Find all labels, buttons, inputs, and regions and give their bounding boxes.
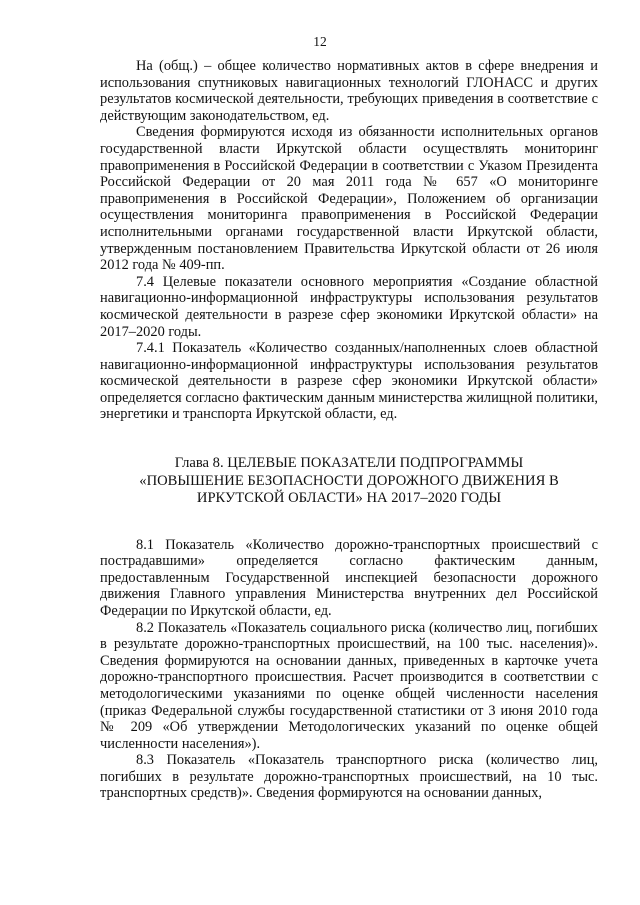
chapter-heading: [100, 455, 598, 508]
chapter-heading-line: Глава 8. ЦЕЛЕВЫЕ ПОКАЗАТЕЛИ ПОДПРОГРАММЫ: [174, 455, 524, 472]
paragraph-section-7-4-1: 7.4.1 Показатель «Количество созданных/наполненных слоев областной навигационно-информационной инфраструктуры использования результатов космической деятельности в разрезе сфер экономики Иркутской области» определяется согласно фактическим данным министерства жилищной политики, энергетики и транспорта Иркутской области, ед.: [100, 340, 598, 423]
paragraph-section-8-1: 8.1 Показатель «Количество дорожно-транспортных происшествий с пострадавшими» определяется согласно фактическим данным, предоставленным Государственной инспекцией безопасности дорожного движения Главного управления Министерства внутренних дел Российской Федерации по Иркутской области, ед.: [100, 536, 598, 619]
page-number: 12: [313, 34, 327, 49]
chapter-heading-line: ИРКУТСКОЙ ОБЛАСТИ» НА 2017–2020 ГОДЫ: [196, 490, 502, 507]
paragraph-section-8-3: 8.3 Показатель «Показатель транспортного риска (количество лиц, погибших в результате дорожно-транспортных происшествий, на 10 тыс. транспортных средств)». Сведения формируются на основании данных,: [100, 752, 598, 802]
paragraph-na-definition: На (общ.) – общее количество нормативных актов в сфере внедрения и использования спутниковых навигационных технологий ГЛОНАСС и других результатов космической деятельности, требующих приведения в соответствие с действующим законодательством, ед.: [100, 58, 598, 124]
paragraph-monitoring-sources: Сведения формируются исходя из обязанности исполнительных органов государственной власти Иркутской области осуществлять мониторинг правоприменения в Российской Федерации в соответствии с Указом Президента Российской Федерации от 20 мая 2011 года № 657 «О мониторинге правоприменения в Российской Федерации», Положением об организации осуществления мониторинга правоприменения в Российской Федерации исполнительными органами государственной власти Иркутской области, утвержденным постановлением Правительства Иркутской области от 26 июля 2012 года № 409-пп.: [100, 124, 598, 274]
paragraph-section-7-4: 7.4 Целевые показатели основного мероприятия «Создание областной навигационно-информационной инфраструктуры использования результатов космической деятельности в разрезе сфер экономики Иркутской области» на 2017–2020 годы.: [100, 273, 598, 340]
paragraph-section-8-2: 8.2 Показатель «Показатель социального риска (количество лиц, погибших в результате дорожно-транспортных происшествий, на 100 тыс. населения)». Сведения формируются на основании данных, приведенных в карточке учета дорожно-транспортного происшествия. Расчет производится в соответствии с методологическими указаниями по оценке общей численности населения (приказ Федеральной службы государственной статистики от 3 июня 2010 года № 209 «Об утверждении Методологических указаний по оценке общей численности населения»).: [100, 619, 598, 752]
chapter-heading-line: «ПОВЫШЕНИЕ БЕЗОПАСНОСТИ ДОРОЖНОГО ДВИЖЕНИЯ В: [139, 472, 559, 489]
document-body: [100, 58, 598, 802]
